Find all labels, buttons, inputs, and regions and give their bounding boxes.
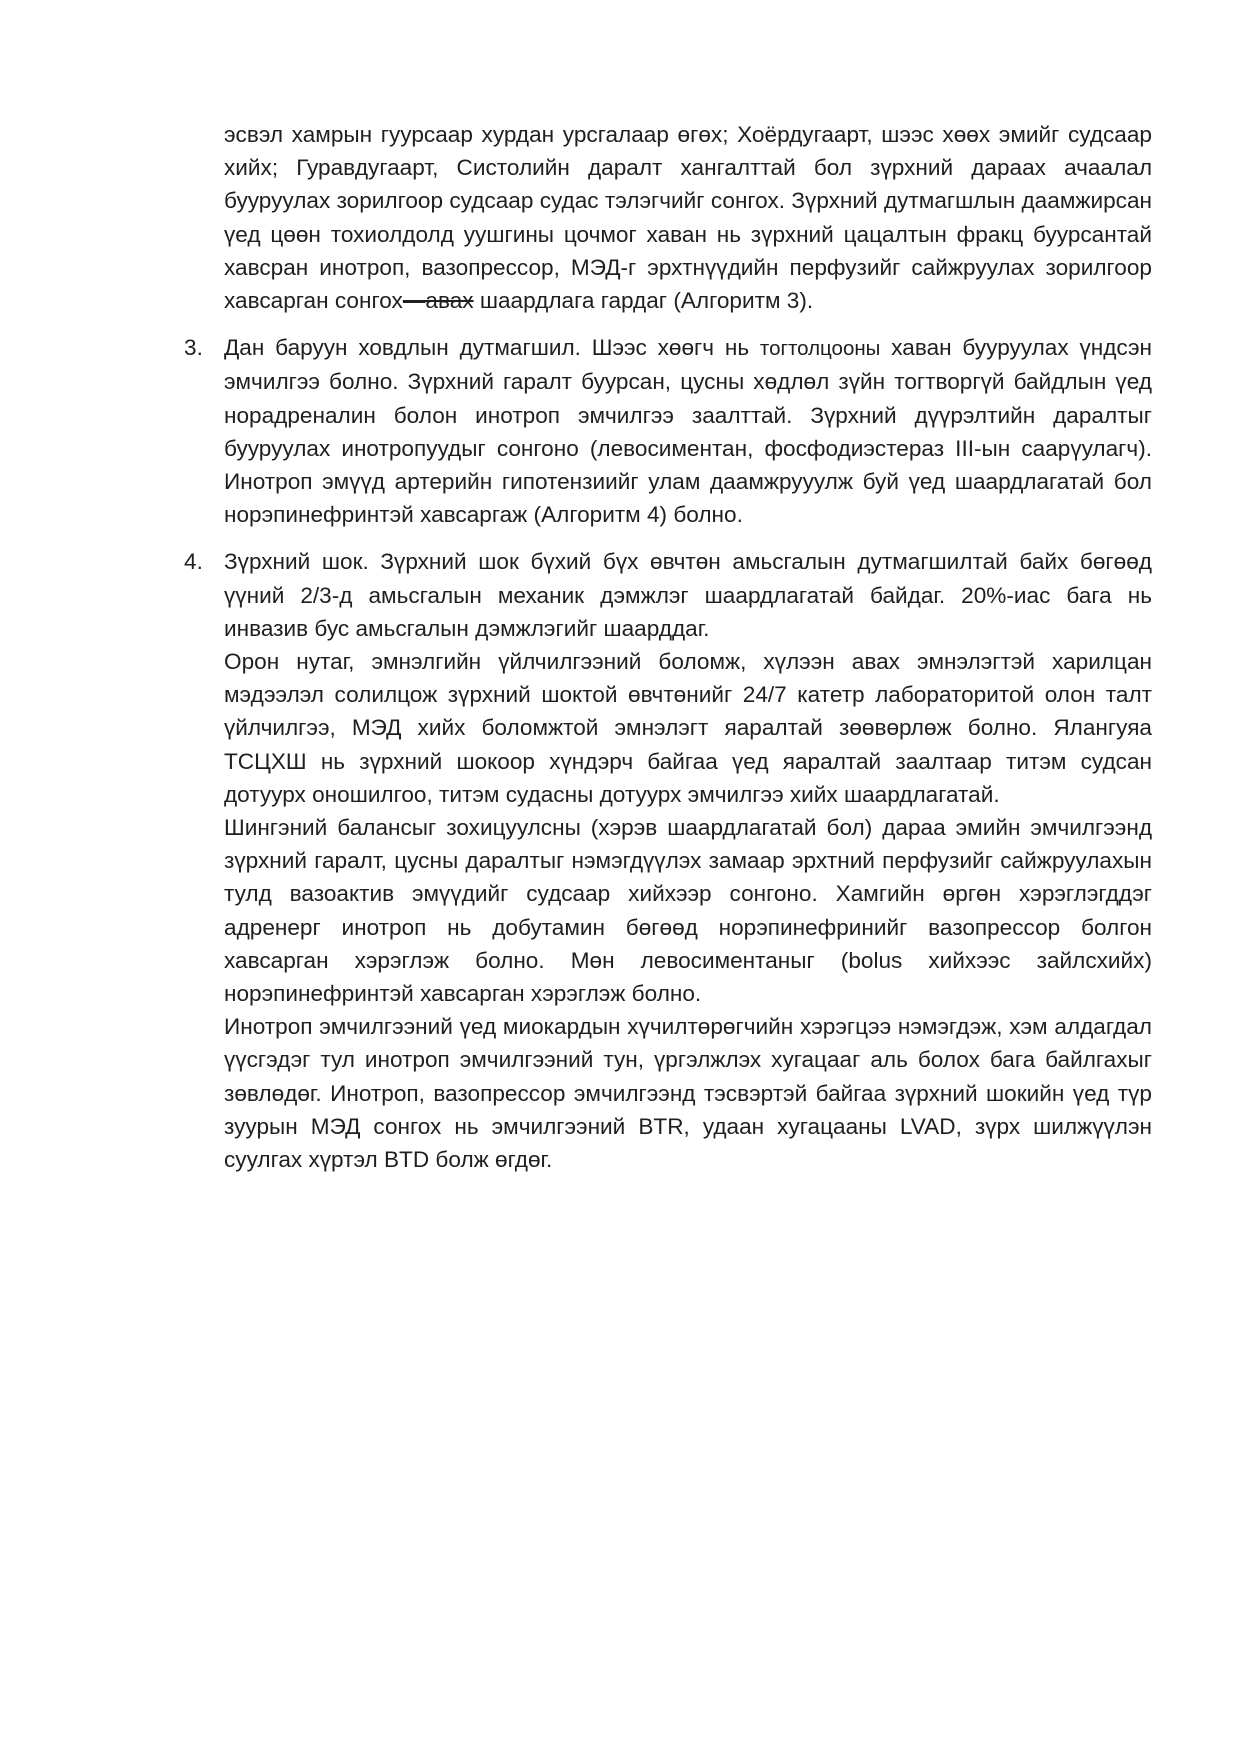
item-text: Дан баруун ховдлын дутмагшил. Шээс хөөгч нь (224, 335, 760, 361)
item-paragraph: Орон нутаг, эмнэлгийн үйлчилгээний боломж, хүлээн авах эмнэлэгтэй харилцан мэдээлэл солилцож зүрхний шоктой өвчтөнийг 24/7 катетр лабораторитой олон талт үйлчилгээ, МЭД хийх боломжтой эмнэлэгт яаралтай зөөвөрлөж болно. Ялангуяа ТСЦХШ нь зүрхний шокоор хүндэрч байгаа үед яаралтай заалтаар титэм судсан дотуурх оношилгоо, титэм судасны дотуурх эмчилгээ хийх шаардлагатай. (224, 649, 1152, 807)
item-paragraph: Зүрхний шок. Зүрхний шок бүхий бүх өвчтөн амьсгалын дутмагшилтай байх бөгөөд үүний 2/3-д амьсгалын механик дэмжлэг шаардлагатай байдаг. 20%-иас бага нь инвазив бус амьсгалын дэмжлэгийг шаарддаг. (224, 549, 1152, 641)
intro-text: эсвэл хамрын гуурсаар хурдан урсгалаар өгөх; Хоёрдугаарт, шээс хөөх эмийг судсаар хийх; Гуравдугаарт, Систолийн даралт хангалттай бол зүрхний дараах ачаалал бууруулах зорилгоор судсаар судас тэлэгчийг сонгох. Зүрхний дутмагшлын даамжирсан үед цөөн тохиолдолд уушгины цочмог хаван нь зүрхний цацалтын фракц буурсантай хавсран инотроп, вазопрессор, МЭД-г эрхтнүүдийн перфузийг сайжруулах зорилгоор хавсарган сонгох (224, 122, 1152, 314)
item-paragraph (224, 331, 1152, 531)
list-item-3 (184, 331, 1152, 531)
document-body (184, 118, 1152, 1190)
struck-text: —авах (402, 288, 474, 314)
list-item-4 (184, 545, 1152, 1176)
item-text-small: тогтолцооны (759, 337, 881, 361)
item-paragraph: Шингэний балансыг зохицуулсны (хэрэв шаардлагатай бол) дараа эмийн эмчилгээнд зүрхний гаралт, цусны даралтыг нэмэгдүүлэх замаар эрхтний перфузийг сайжруулахын тулд вазоактив эмүүдийг судсаар хийхээр сонгоно. Хамгийн өргөн хэрэглэгддэг адренерг инотроп нь добутамин бөгөөд норэпинефринийг вазопрессор болгон хавсарган хэрэглэж болно. Мөн левосиментаныг (bolus хийхээс зайлсхийх) норэпинефринтэй хавсарган хэрэглэж болно. (224, 815, 1152, 1007)
intro-text-end: шаардлага гардаг (Алгоритм 3). (473, 288, 814, 314)
list-number: 3. (184, 335, 203, 361)
item-paragraph: Инотроп эмчилгээний үед миокардын хүчилтөрөгчийн хэрэгцээ нэмэгдэж, хэм алдагдал үүсгэдэг тул инотроп эмчилгээний тун, үргэлжлэх хугацааг аль болох бага байлгахыг зөвлөдөг. Инотроп, вазопрессор эмчилгээнд тэсвэртэй байгаа зүрхний шокийн үед түр зуурын МЭД сонгох нь эмчилгээний BTR, удаан хугацааны LVAD, зүрх шилжүүлэн суулгах хүртэл BTD болж өгдөг. (224, 1014, 1152, 1173)
item-text: хаван бууруулах үндсэн эмчилгээ болно. Зүрхний гаралт буурсан, цусны хөдлөл зүйн тогтворгүй байдлын үед норадреналин болон инотроп эмчилгээ заалттай. Зүрхний дүүрэлтийн даралтыг бууруулах инотропуудыг сонгоно (левосиментан, фосфодиэстераз III-ын саарүулагч). Инотроп эмүүд артерийн гипотензиийг улам даамжрууулж буй үед шаардлагатай бол норэпинефринтэй хавсаргаж (Алгоритм 4) болно. (224, 335, 1152, 528)
list-number: 4. (184, 549, 203, 575)
intro-paragraph (224, 118, 1152, 317)
